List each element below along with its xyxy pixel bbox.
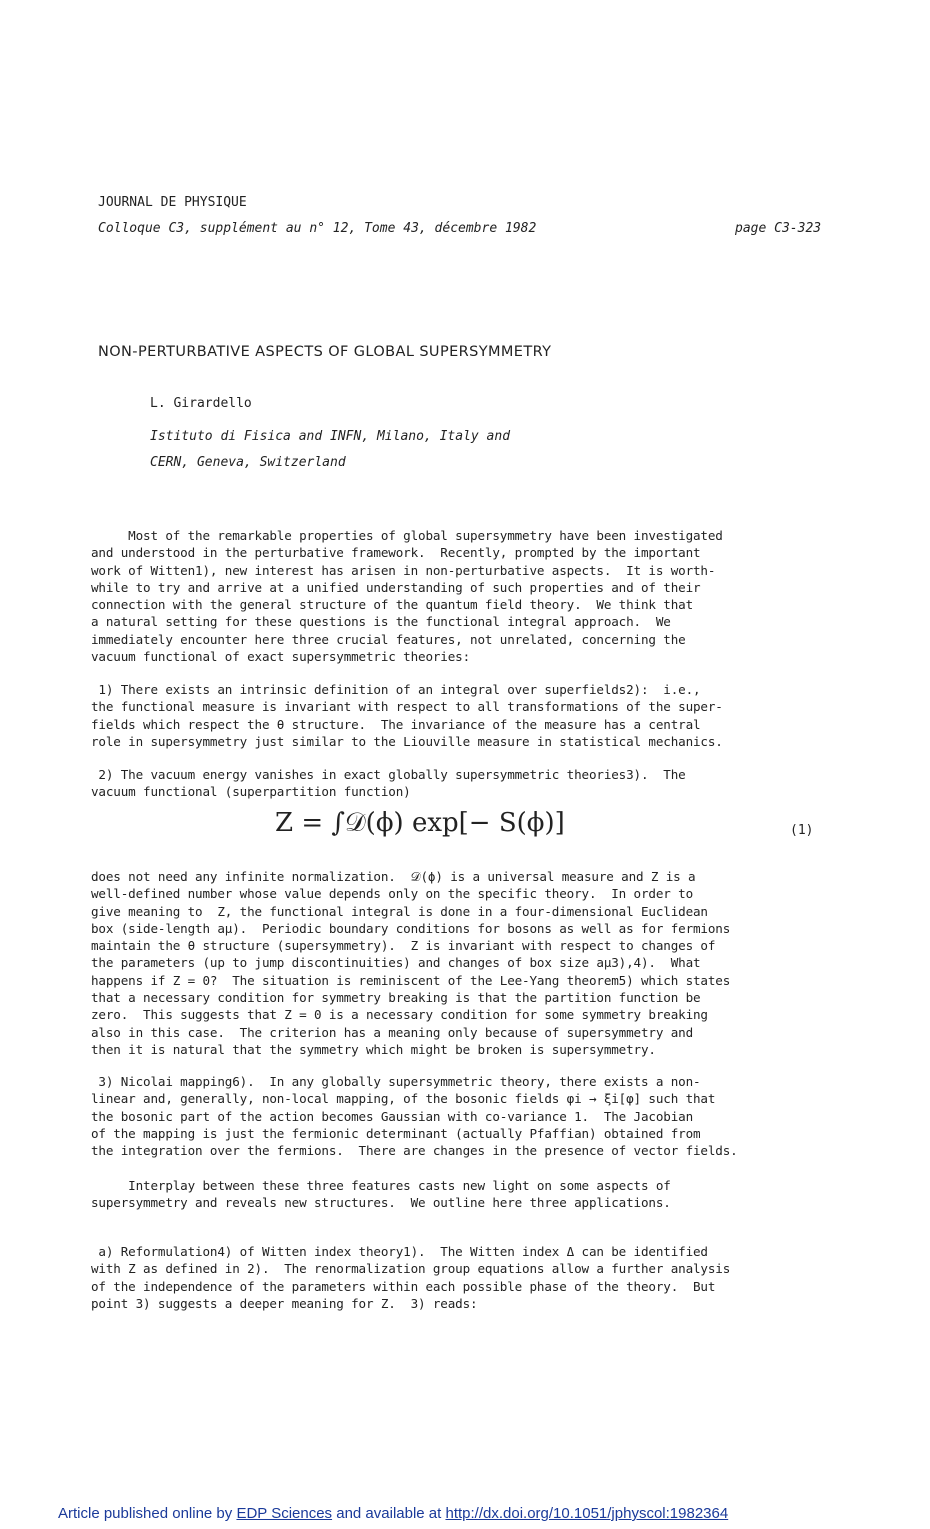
footer-prefix: Article published online by bbox=[58, 1505, 237, 1522]
interplay-paragraph: Interplay between these three features casts new light on some aspects of supersymmetry and reveals new structures. We outline here three applications. bbox=[91, 1178, 671, 1211]
footer bbox=[58, 1505, 728, 1522]
intro-paragraph: Most of the remarkable properties of global supersymmetry have been investigated and understood in the perturbative framework. Recently, prompted by the important work of Witten1), new interest has arisen in non-perturbative aspects. It is worth- while to try and arrive at a unified understanding of such properties and of their connection with the general structure of the quantum field theory. We think that a natural setting for these questions is the functional integral approach. We immediately encounter here three crucial features, not unrelated, concerning the vacuum functional of exact supersymmetric theories: bbox=[91, 528, 723, 665]
footer-middle: and available at bbox=[332, 1505, 446, 1522]
page-number: page C3-323 bbox=[735, 221, 822, 236]
point-a-paragraph: a) Reformulation4) of Witten index theory1). The Witten index Δ can be identified with Z as defined in 2). The renormalization group equations allow a further analysis of the independence of the parameters within each possible phase of the theory. But point 3) suggests a deeper meaning for Z. 3) reads: bbox=[91, 1244, 731, 1311]
journal-name: JOURNAL DE PHYSIQUE bbox=[98, 195, 247, 210]
point-2-paragraph: 2) The vacuum energy vanishes in exact globally supersymmetric theories3). The vacuum functional (superpartition function) bbox=[91, 767, 686, 800]
author: L. Girardello bbox=[150, 396, 252, 411]
point-3-paragraph: 3) Nicolai mapping6). In any globally supersymmetric theory, there exists a non- linear and, generally, non-local mapping, of the bosonic fields φi → ξi[φ] such that the bosonic part of the action becomes Gaussian with co-variance 1. The Jacobian of the mapping is just the fermionic determinant (actually Pfaffian) obtained from the integration over the fermions. There are changes in the presence of vector fields. bbox=[91, 1074, 738, 1159]
equation-number: (1) bbox=[790, 823, 814, 838]
point-1-paragraph: 1) There exists an intrinsic definition of an integral over superfields2): i.e., the functional measure is invariant with respect to all transformations of the super- fields which respect the θ structure. The invariance of the measure has a central role in supersymmetry just similar to the Liouville measure in statistical mechanics. bbox=[91, 682, 723, 749]
affiliation-1: Istituto di Fisica and INFN, Milano, Italy and bbox=[150, 429, 511, 444]
colloque-line: Colloque C3, supplément au n° 12, Tome 43, décembre 1982 bbox=[98, 221, 537, 236]
equation-1: Z = ∫𝒟(ϕ) exp[− S(ϕ)] bbox=[275, 808, 565, 838]
affiliation-2: CERN, Geneva, Switzerland bbox=[150, 455, 346, 470]
paper-title: NON-PERTURBATIVE ASPECTS OF GLOBAL SUPERSYMMETRY bbox=[98, 344, 552, 360]
publisher-link[interactable]: EDP Sciences bbox=[236, 1505, 333, 1522]
point-2-continued-paragraph: does not need any infinite normalization. 𝒟(ϕ) is a universal measure and Z is a well-defined number whose value depends only on the specific theory. In order to give meaning to Z, the functional integral is done in a four-dimensional Euclidean box (side-length aμ). Periodic boundary conditions for bosons as well as for fermions maintain the θ structure (supersymmetry). Z is invariant with respect to changes of the parameters (up to jump discontinuities) and changes of box size aμ3),4). What happens if Z = 0? The situation is reminiscent of the Lee-Yang theorem5) which states that a necessary condition for symmetry breaking is that the partition function be zero. This suggests that Z = 0 is a necessary condition for some symmetry breaking also in this case. The criterion has a meaning only because of supersymmetry and then it is natural that the symmetry which might be broken is supersymmetry. bbox=[91, 869, 731, 1057]
doi-link[interactable]: http://dx.doi.org/10.1051/jphyscol:1982364 bbox=[445, 1505, 729, 1522]
